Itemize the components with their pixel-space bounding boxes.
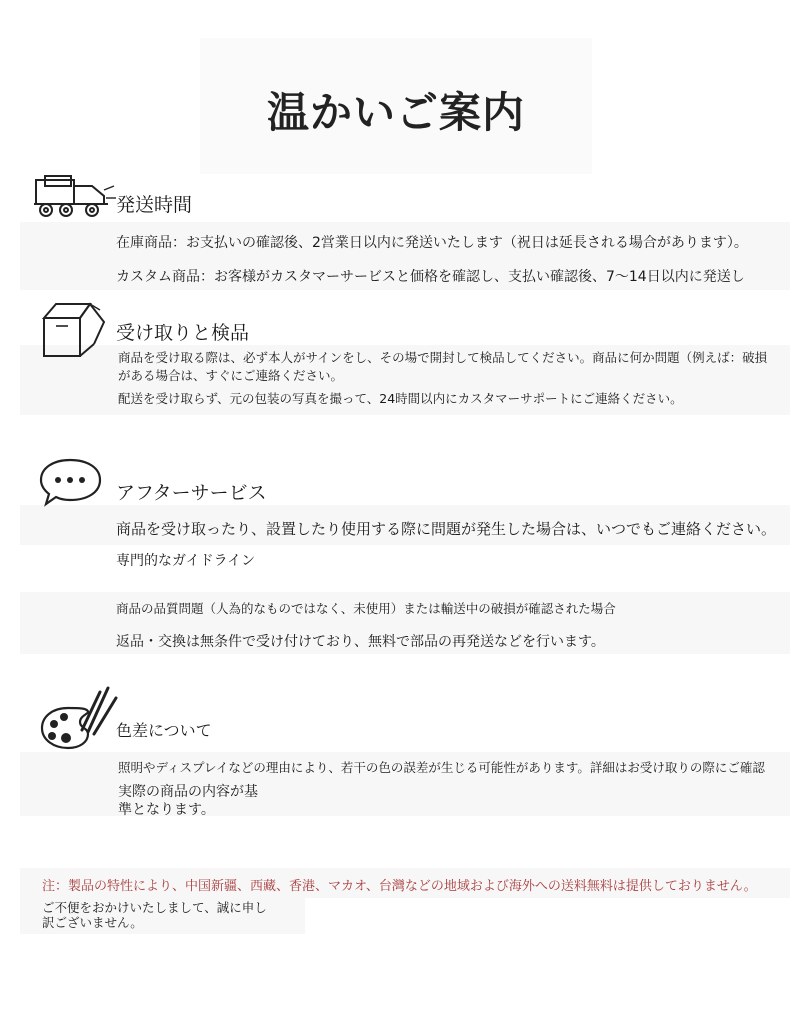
color-line-2: 実際の商品の内容が基: [118, 784, 258, 800]
aftersales-line-quality: 商品の品質問題（人為的なものではなく、未使用）または輸送中の破損が確認された場合: [116, 601, 616, 616]
truck-icon: [30, 172, 120, 222]
receipt-line-1: 商品を受け取る際は、必ず本人がサインをし、その場で開封して検品してください。商品に何か問題（例えば：破損: [118, 350, 768, 365]
aftersales-heading: アフターサービス: [116, 482, 267, 504]
palette-icon: [38, 684, 120, 754]
color-heading: 色差について: [116, 721, 212, 740]
color-line-1: 照明やディスプレイなどの理由により、若干の色の誤差が生じる可能性があります。詳細はお受け取りの際にご確認: [118, 760, 765, 775]
aftersales-line-return: 返品・交換は無条件で受け付けており、無料で部品の再発送などを行います。: [116, 634, 605, 650]
box-icon: [38, 300, 114, 370]
footer-apology-line-2: 訳ございません。: [42, 915, 143, 930]
shipping-line-stock: 在庫商品：お支払いの確認後、2営業日以内に発送いたします（祝日は延長される場合があります）。: [116, 235, 748, 251]
receipt-line-2: がある場合は、すぐにご連絡ください。: [118, 368, 344, 383]
aftersales-line-guideline: 専門的なガイドライン: [116, 553, 256, 569]
shipping-heading: 発送時間: [116, 194, 193, 216]
receipt-heading: 受け取りと検品: [116, 322, 250, 344]
chat-bubble-icon: [38, 456, 106, 510]
page-title: 温かいご案内: [266, 88, 525, 137]
receipt-line-3: 配送を受け取らず、元の包装の写真を撮って、24時間以内にカスタマーサポートにご連絡ください。: [118, 391, 683, 406]
shipping-line-custom: カスタム商品：お客様がカスタマーサービスと価格を確認し、支払い確認後、7〜14日以内に発送し: [116, 269, 745, 285]
aftersales-line-contact: 商品を受け取ったり、設置したり使用する際に問題が発生した場合は、いつでもご連絡ください。: [116, 520, 777, 538]
color-line-3: 準となります。: [118, 802, 215, 818]
footer-apology-line-1: ご不便をおかけいたしまして、誠に申し: [42, 900, 267, 915]
footer-note: 注：製品の特性により、中国新疆、西藏、香港、マカオ、台灣などの地域および海外への送料無料は提供しておりません。: [42, 879, 757, 894]
